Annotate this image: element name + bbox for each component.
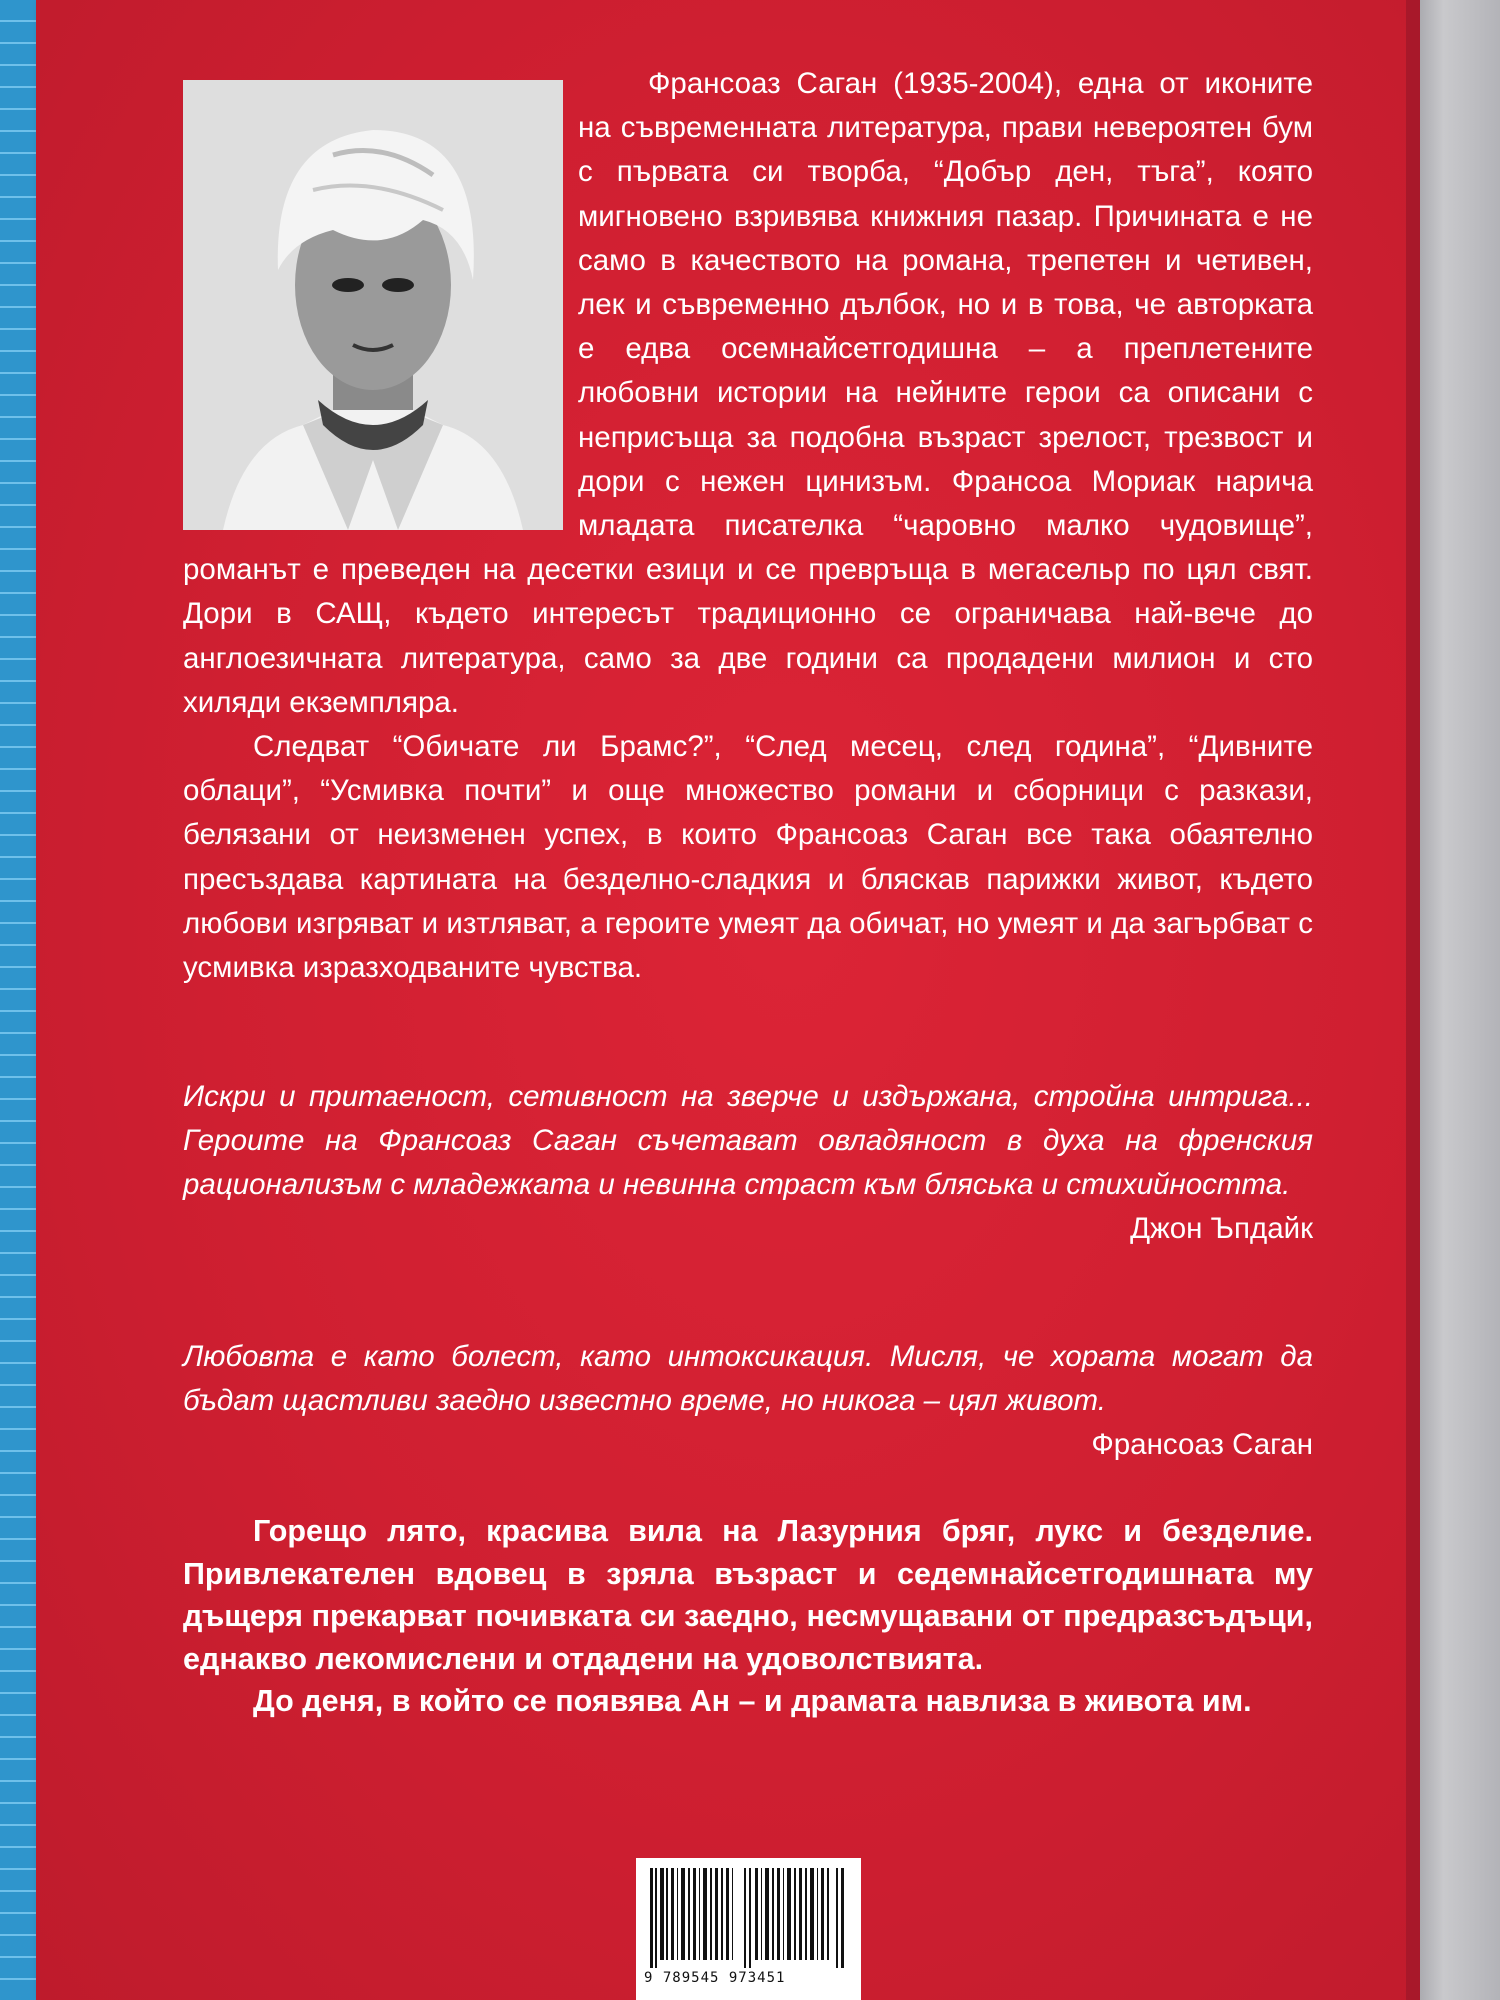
isbn-number: 9 789545 973451 (644, 1970, 786, 1986)
quote-text: Любовта е като болест, като интоксикация. Мисля, че хората могат да бъдат щастливи заедно известно време, но никога – цял живот. (183, 1340, 1313, 1417)
background-notebook-strip (0, 0, 36, 2000)
synopsis-paragraph-2: До деня, в който се появява Ан – и драмата навлиза в живота им. (253, 1684, 1252, 1718)
synopsis-paragraph-1: Горещо лято, красива вила на Лазурния бряг, лукс и безделие. Привлекателен вдовец в зряла възраст и седемнайсетгодишната му дъщеря прекарват почивката си заедно, несмущавани от предразсъдъци, еднакво лекомислени и отдадени на удоволствията. (183, 1514, 1313, 1676)
bio-paragraph-1: Франсоаз Саган (1935-2004), една от иконите на съвременната литература, прави невероятен бум с първата си творба, “Добър ден, тъга”, която мигновено взривява книжния пазар. Причината е не само в качеството на романа, трепетен и четивен, лек и съвременно дълбок, но и в това, че авторката е едва осемнайсетгодишна – а преплетените любовни истории на нейните герои са описани с неприсъща за подобна възраст зрелост, трезвост и дори с нежен цинизъм. Франсоа Мориак нарича младата писателка “чаровно малко чудовище”, романът е преведен на десетки езици и се превръща в мегасельр по цял свят. Дори в САЩ, където интересът традиционно се ограничава най-вече до англоезичната литература, само за две години са продадени милион и сто хиляди екземпляра. (183, 67, 1313, 719)
barcode (636, 1858, 861, 2000)
barcode-bars (648, 1868, 848, 1968)
quote-author: Франсоаз Саган (1091, 1428, 1313, 1461)
review-quote-1 (183, 1075, 1313, 1251)
quote-author: Джон Ъпдайк (1130, 1212, 1313, 1245)
background-edge (1406, 0, 1500, 2000)
quote-text: Искри и притаеност, сетивност на зверче и издържана, стройна интрига... Героите на Франсоаз Саган съчетават овладяност в духа на френския рационализъм с младежката и невинна страст към бляськa и стихийността. (183, 1080, 1313, 1201)
author-biography (183, 62, 1313, 990)
bio-paragraph-2: Следват “Обичате ли Брамс?”, “След месец, след година”, “Дивните облаци”, “Усмивка почти” и още множество романи и сборници с разкази, белязани от неизменен успех, в които Франсоаз Саган все така обаятелно пресъздава картината на безделно-сладкия и бляскав парижки живот, където любови изгряват и изтляват, а героите умеят да обичат, но умеят и да загърбват с усмивка изразходваните чувства. (183, 730, 1313, 985)
book-synopsis (183, 1510, 1313, 1723)
review-quote-2 (183, 1335, 1313, 1467)
